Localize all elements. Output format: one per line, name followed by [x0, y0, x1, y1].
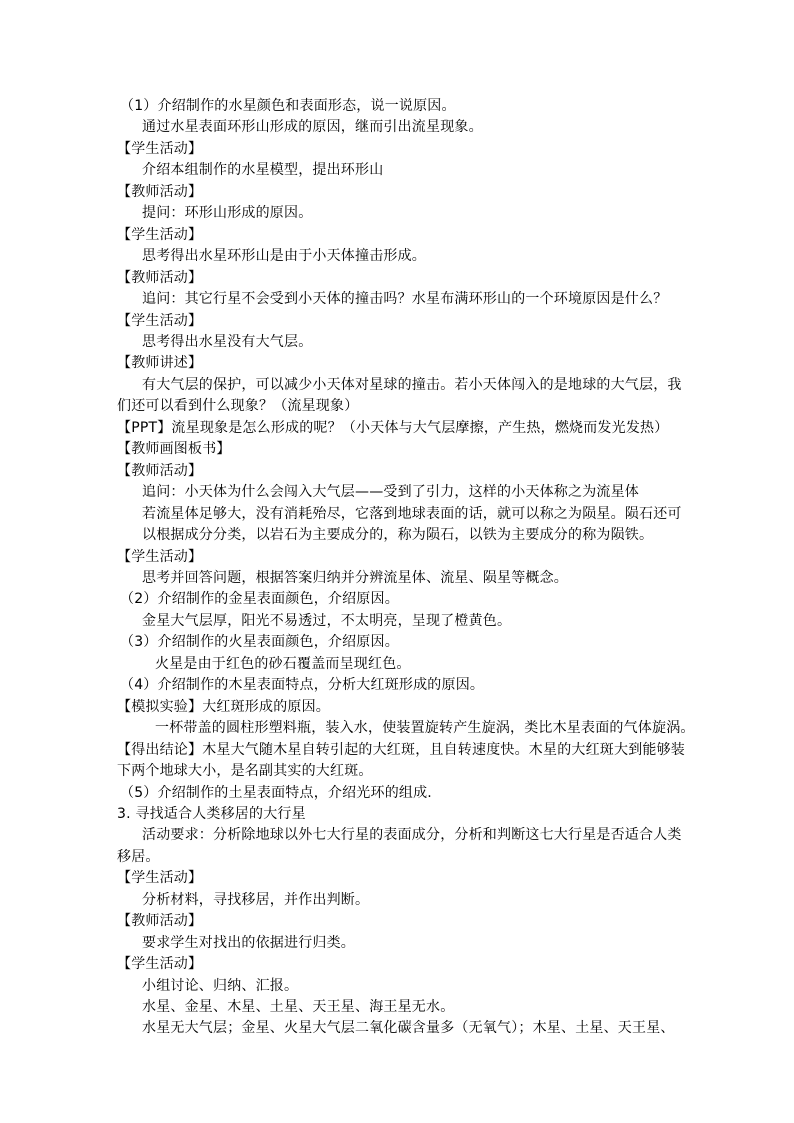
text-line: 介绍本组制作的水星模型，提出环形山	[142, 162, 384, 179]
text-line: 【教师画图板书】	[117, 441, 231, 458]
text-line: 若流星体足够大，没有消耗殆尽，它落到地球表面的话，就可以称之为陨星。陨石还可	[142, 505, 682, 522]
text-line: （3）介绍制作的火星表面颜色，介绍原因。	[120, 634, 399, 651]
text-line: 【学生活动】	[117, 226, 203, 243]
text-line: 【模拟实验】大红斑形成的原因。	[117, 698, 330, 715]
text-line: 水星、金星、木星、土星、天王星、海王星无水。	[142, 999, 455, 1016]
text-line: 火星是由于红色的砂石覆盖而呈现红色。	[155, 655, 411, 672]
text-line: 思考得出水星没有大气层。	[142, 333, 313, 350]
text-line: 【教师活动】	[117, 183, 203, 200]
text-line: 下两个地球大小，是名副其实的大红斑。	[117, 763, 373, 780]
text-line: 水星无大气层；金星、火星大气层二氧化碳含量多（无氧气）；木星、土星、天王星、	[142, 1020, 675, 1037]
text-line: （5）介绍制作的土星表面特点，介绍光环的组成.	[120, 784, 432, 801]
text-line: 一杯带盖的圆柱形塑料瓶，装入水，使装置旋转产生旋涡，类比木星表面的气体旋涡。	[155, 720, 695, 737]
text-line: 【学生活动】	[117, 548, 203, 565]
text-line: 活动要求：分析除地球以外七大行星的表面成分，分析和判断这七大行星是否适合人类	[142, 827, 682, 844]
text-line: 追问：其它行星不会受到小天体的撞击吗？水星布满环形山的一个环境原因是什么？	[142, 291, 668, 308]
text-line: 小组讨论、归纳、汇报。	[142, 977, 299, 994]
text-line: （2）介绍制作的金星表面颜色，介绍原因。	[120, 591, 399, 608]
text-line: 通过水星表面环形山形成的原因，继而引出流星现象。	[142, 119, 483, 136]
text-line: 【PPT】流星现象是怎么形成的呢？（小天体与大气层摩擦，产生热，燃烧而发光发热）	[117, 419, 669, 436]
text-line: 【得出结论】木星大气随木星自转引起的大红斑，且自转速度快。木星的大红斑大到能够装	[117, 741, 685, 758]
text-line: 【教师活动】	[117, 913, 203, 930]
text-line: 以根据成分分类，以岩石为主要成分的，称为陨石，以铁为主要成分的称为陨铁。	[142, 527, 654, 544]
text-line: 分析材料，寻找移居，并作出判断。	[142, 891, 370, 908]
text-line: 【学生活动】	[117, 312, 203, 329]
text-line: 提问：环形山形成的原因。	[142, 205, 313, 222]
text-line: 要求学生对找出的依据进行归类。	[142, 934, 355, 951]
text-line: 移居。	[117, 848, 160, 865]
text-line: 思考得出水星环形山是由于小天体撞击形成。	[142, 248, 426, 265]
text-line: 【学生活动】	[117, 870, 203, 887]
text-line: 追问：小天体为什么会闯入大气层——受到了引力，这样的小天体称之为流星体	[142, 484, 639, 501]
text-line: （4）介绍制作的木星表面特点，分析大红斑形成的原因。	[120, 677, 485, 694]
text-line: 【学生活动】	[117, 956, 203, 973]
text-line: 们还可以看到什么现象？（流星现象）	[117, 398, 359, 415]
text-line: 【教师活动】	[117, 269, 203, 286]
text-line: 有大气层的保护，可以减少小天体对星球的撞击。若小天体闯入的是地球的大气层，我	[142, 376, 682, 393]
text-line: 【教师讲述】	[117, 355, 203, 372]
text-line: 3. 寻找适合人类移居的大行星	[117, 805, 306, 822]
text-line: 【教师活动】	[117, 462, 203, 479]
text-line: 【学生活动】	[117, 140, 203, 157]
text-line: 思考并回答问题，根据答案归纳并分辨流星体、流星、陨星等概念。	[142, 569, 568, 586]
document-body	[117, 96, 695, 1040]
text-line: 金星大气层厚，阳光不易透过，不太明亮，呈现了橙黄色。	[142, 612, 512, 629]
text-line: （1）介绍制作的水星颜色和表面形态，说一说原因。	[120, 98, 456, 114]
